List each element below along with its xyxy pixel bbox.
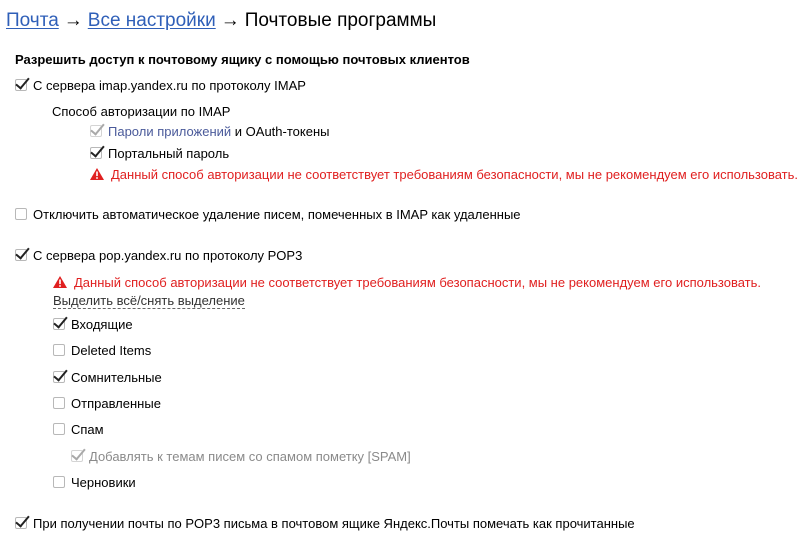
- folder-option-suspicious[interactable]: [53, 369, 162, 385]
- pop3-security-warning: [53, 274, 761, 290]
- breadcrumb-arrow: →: [220, 10, 240, 31]
- portal-password-label: Портальный пароль: [108, 145, 230, 161]
- folder-checkbox[interactable]: [53, 371, 65, 383]
- folder-label: Сомнительные: [71, 369, 162, 385]
- folder-option-drafts[interactable]: [53, 474, 136, 490]
- auto-delete-label: Отключить автоматическое удаление писем, помеченных в IMAP как удаленные: [33, 206, 521, 222]
- spam-tag-label: Добавлять к темам писем со спамом пометку [SPAM]: [89, 448, 411, 464]
- auto-delete-toggle[interactable]: [15, 206, 521, 222]
- folder-label: Черновики: [71, 474, 136, 490]
- imap-checkbox[interactable]: [15, 79, 27, 91]
- folder-option-inbox[interactable]: [53, 316, 133, 332]
- app-passwords-option[interactable]: [90, 123, 329, 139]
- mark-read-checkbox[interactable]: [15, 517, 27, 529]
- app-passwords-suffix: и OAuth-токены: [231, 123, 330, 139]
- page-title: Почтовые программы: [244, 10, 437, 31]
- warning-icon: [53, 276, 67, 288]
- spam-tag-option[interactable]: [71, 448, 411, 464]
- pop3-toggle[interactable]: [15, 247, 302, 263]
- imap-auth-heading: Способ авторизации по IMAP: [52, 104, 231, 119]
- mark-read-toggle[interactable]: [15, 515, 635, 531]
- spam-tag-checkbox[interactable]: [71, 450, 83, 462]
- folder-label: Спам: [71, 421, 104, 437]
- portal-password-checkbox[interactable]: [90, 147, 102, 159]
- folder-option-deleted-items[interactable]: [53, 342, 151, 358]
- mark-read-label: При получении почты по POP3 письма в почтовом ящике Яндекс.Почты помечать как прочитанные: [33, 515, 635, 531]
- folder-checkbox[interactable]: [53, 397, 65, 409]
- breadcrumb-link-mail[interactable]: Почта: [6, 10, 59, 31]
- section-title: Разрешить доступ к почтовому ящику с помощью почтовых клиентов: [15, 52, 470, 67]
- app-passwords-checkbox[interactable]: [90, 125, 102, 137]
- folder-option-spam[interactable]: [53, 421, 104, 437]
- imap-security-warning: [90, 166, 798, 182]
- select-all-link[interactable]: Выделить всё/снять выделение: [53, 293, 245, 308]
- folder-label: Deleted Items: [71, 342, 152, 358]
- breadcrumb-arrow: →: [63, 10, 83, 31]
- folder-label: Входящие: [71, 316, 133, 332]
- pop3-warning-text: Данный способ авторизации не соответствует требованиям безопасности, мы не рекомендуем его использовать.: [74, 274, 762, 290]
- breadcrumb: [6, 9, 436, 33]
- imap-warning-text: Данный способ авторизации не соответствует требованиям безопасности, мы не рекомендуем его использовать.: [111, 166, 799, 182]
- auto-delete-checkbox[interactable]: [15, 208, 27, 220]
- breadcrumb-link-all-settings[interactable]: Все настройки: [87, 10, 216, 31]
- pop3-checkbox[interactable]: [15, 249, 27, 261]
- app-passwords-link[interactable]: Пароли приложений: [108, 123, 232, 139]
- portal-password-option[interactable]: [90, 145, 229, 161]
- warning-icon: [90, 168, 104, 180]
- folder-option-sent[interactable]: [53, 395, 161, 411]
- folder-checkbox[interactable]: [53, 318, 65, 330]
- pop3-label: С сервера pop.yandex.ru по протоколу POP3: [33, 247, 303, 263]
- imap-toggle[interactable]: [15, 77, 306, 93]
- imap-label: С сервера imap.yandex.ru по протоколу IMAP: [33, 77, 306, 93]
- folder-checkbox[interactable]: [53, 344, 65, 356]
- folder-label: Отправленные: [71, 395, 161, 411]
- folder-checkbox[interactable]: [53, 476, 65, 488]
- folder-checkbox[interactable]: [53, 423, 65, 435]
